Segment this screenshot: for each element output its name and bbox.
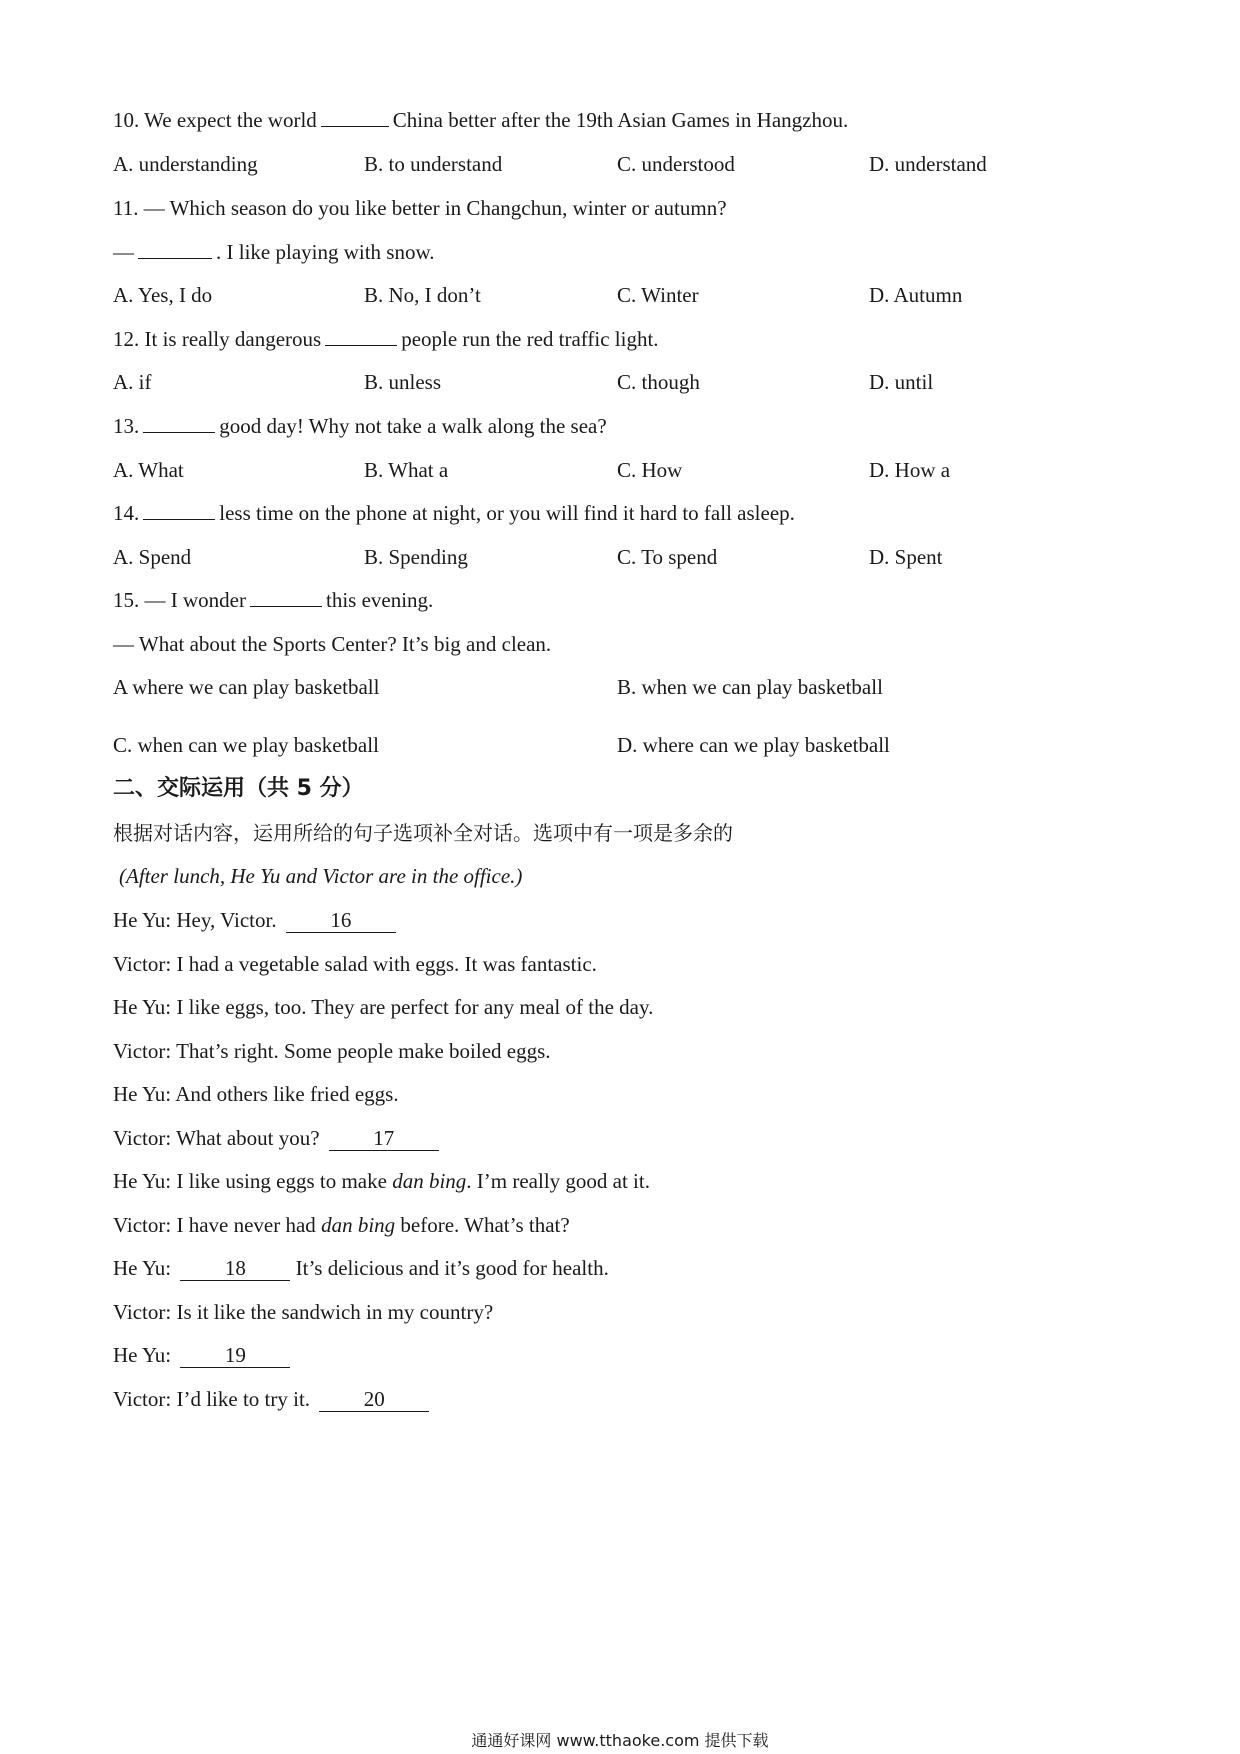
option-c: C. How <box>617 458 683 482</box>
dialogue-line-3: He Yu: I like eggs, too. They are perfect for any meal of the day. <box>113 995 654 1019</box>
page-footer: 通通好课网 www.tthaoke.com 提供下载 <box>471 1731 769 1750</box>
option-c: C. Winter <box>617 283 699 307</box>
reply-text: . I like playing with snow. <box>216 240 435 264</box>
option-d: D. How a <box>869 458 951 482</box>
option-b: B. Spending <box>364 545 468 569</box>
question-12-stem <box>113 325 659 353</box>
option-b: B. when we can play basketball <box>617 675 883 699</box>
blank-17: 17 <box>329 1126 439 1151</box>
dialogue-line-1 <box>113 906 396 934</box>
answer-blank <box>143 499 215 520</box>
answer-blank <box>250 586 322 607</box>
dialogue-line-7 <box>113 1167 650 1195</box>
option-a: A. if <box>113 370 152 394</box>
stem-text: this evening. <box>325 588 434 612</box>
dialogue-line-8 <box>113 1211 570 1239</box>
dialogue-line-2: Victor: I had a vegetable salad with eggs. It was fantastic. <box>113 952 597 976</box>
question-11-reply <box>113 238 435 266</box>
blank-19: 19 <box>180 1343 290 1368</box>
dialogue-line-11 <box>113 1341 290 1369</box>
question-15-reply: — What about the Sports Center? It’s big and clean. <box>113 632 552 656</box>
stem-text: 15. — I wonder <box>113 588 246 612</box>
option-a: A. Yes, I do <box>113 283 213 307</box>
stem-text: less time on the phone at night, or you will find it hard to fall asleep. <box>219 501 795 525</box>
reply-dash: — <box>113 240 134 264</box>
option-d: D. understand <box>869 152 987 176</box>
dialogue-text: . I’m really good at it. <box>466 1169 650 1193</box>
section-instruction: 根据对话内容，运用所给的句子选项补全对话。选项中有一项是多余的 <box>113 821 733 845</box>
stem-text: 12. It is really dangerous <box>113 327 322 351</box>
question-13-stem <box>113 412 607 440</box>
italic-term: dan bing <box>321 1213 396 1237</box>
answer-blank <box>138 238 212 259</box>
answer-blank <box>321 106 389 127</box>
stem-text: people run the red traffic light. <box>401 327 659 351</box>
option-d: D. until <box>869 370 934 394</box>
option-d: D. where can we play basketball <box>617 733 890 757</box>
option-b: B. to understand <box>364 152 503 176</box>
scene-description: (After lunch, He Yu and Victor are in the office.) <box>119 864 523 888</box>
dialogue-line-12 <box>113 1385 429 1413</box>
dialogue-line-5: He Yu: And others like fried eggs. <box>113 1082 399 1106</box>
dialogue-text: Victor: What about you? <box>113 1126 320 1150</box>
option-b: B. No, I don’t <box>364 283 481 307</box>
option-a: A. What <box>113 458 184 482</box>
answer-blank <box>143 412 215 433</box>
answer-blank <box>325 325 397 346</box>
dialogue-text: He Yu: Hey, Victor. <box>113 908 277 932</box>
italic-term: dan bing <box>392 1169 467 1193</box>
stem-text: 13. <box>113 414 140 438</box>
blank-18: 18 <box>180 1256 290 1281</box>
dialogue-text: He Yu: <box>113 1343 172 1367</box>
option-a: A. Spend <box>113 545 192 569</box>
option-b: B. What a <box>364 458 449 482</box>
question-14-stem <box>113 499 795 527</box>
option-c: C. To spend <box>617 545 718 569</box>
dialogue-text: before. What’s that? <box>400 1213 570 1237</box>
option-a: A. understanding <box>113 152 258 176</box>
option-d: D. Autumn <box>869 283 963 307</box>
option-b: B. unless <box>364 370 442 394</box>
section-title: 二、交际运用（共 5 分） <box>113 776 364 801</box>
dialogue-text: Victor: I have never had <box>113 1213 316 1237</box>
option-d: D. Spent <box>869 545 943 569</box>
dialogue-text: Victor: I’d like to try it. <box>113 1387 311 1411</box>
dialogue-text: It’s delicious and it’s good for health. <box>295 1256 609 1280</box>
stem-text: China better after the 19th Asian Games in Hangzhou. <box>392 108 849 132</box>
question-11-stem: 11. — Which season do you like better in Changchun, winter or autumn? <box>113 196 727 220</box>
option-c: C. though <box>617 370 700 394</box>
option-c: C. when can we play basketball <box>113 733 379 757</box>
blank-16: 16 <box>286 908 396 933</box>
dialogue-text: He Yu: <box>113 1256 172 1280</box>
question-15-stem <box>113 586 433 614</box>
dialogue-text: He Yu: I like using eggs to make <box>113 1169 387 1193</box>
option-c: C. understood <box>617 152 735 176</box>
dialogue-line-10: Victor: Is it like the sandwich in my country? <box>113 1300 494 1324</box>
dialogue-line-6 <box>113 1124 439 1152</box>
dialogue-line-9 <box>113 1254 609 1282</box>
option-a: A where we can play basketball <box>113 675 380 699</box>
dialogue-line-4: Victor: That’s right. Some people make boiled eggs. <box>113 1039 551 1063</box>
blank-20: 20 <box>319 1387 429 1412</box>
stem-text: good day! Why not take a walk along the sea? <box>219 414 607 438</box>
question-10-stem <box>113 106 848 134</box>
stem-text: 10. We expect the world <box>113 108 317 132</box>
stem-text: 14. <box>113 501 140 525</box>
